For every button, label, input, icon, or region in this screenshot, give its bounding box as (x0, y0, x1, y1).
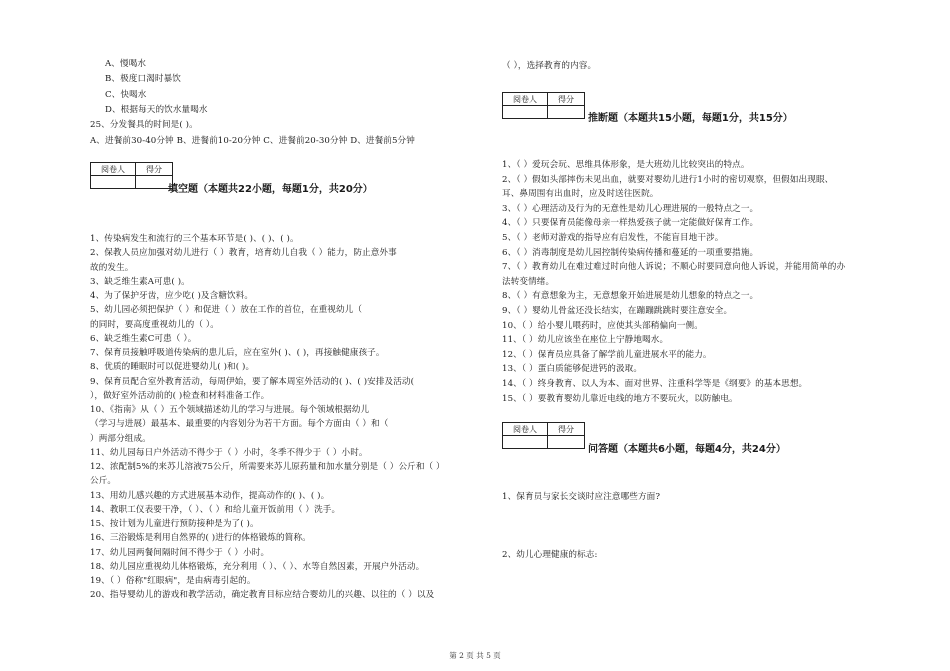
fill-blank-line: 17、幼儿园两餐间隔时间不得少于（ ）小时。 (90, 547, 270, 558)
judge-line: 法转变情绪。 (502, 276, 555, 287)
reviewer-label: 阅卷人 (503, 93, 548, 106)
reviewer-cell (91, 176, 136, 189)
fill-blank-line: 10、《指南》从（ ）五个领域描述幼儿的学习与进展。每个领域根据幼儿 (90, 405, 370, 415)
judge-line: 6、（ ）消毒制度是幼儿园控制传染病传播和蔓延的一项重要措施。 (502, 247, 759, 258)
fill-blank-line: 14、教职工仪表要干净，（ ）、（ ）和给儿童开饭前用（ ）洗手。 (90, 504, 341, 515)
option-line: B、极度口渴时暴饮 (105, 74, 181, 85)
score-label: 得分 (548, 93, 585, 106)
reviewer-label: 阅卷人 (503, 423, 548, 436)
score-cell (136, 176, 173, 189)
option-line: A、慢喝水 (105, 59, 147, 69)
judge-line: 13、（ ）蛋白质能够促进钙的汲取。 (502, 364, 643, 375)
fill-blank-line: 15、按计划为儿童进行预防接种是为了( )。 (90, 519, 259, 529)
fill-blank-line: 18、幼儿园应重视幼儿体格锻炼，充分利用（ ）、（ ）、水等自然因素，开展户外活动。 (90, 561, 425, 572)
judge-line: 2、（ ）假如头部摔伤未见出血，就要对婴幼儿进行1小时的密切观察，但假如出现眼、 (502, 174, 834, 185)
score-box-judge (502, 92, 585, 119)
fill-blank-line: 3、缺乏维生素A可患( )。 (90, 276, 190, 287)
fill-blank-line: 故的发生。 (90, 262, 134, 273)
reviewer-cell (503, 436, 548, 449)
fill-blank-line: 8、优质的睡眠时可以促进婴幼儿( )和( )。 (90, 362, 255, 373)
fill-blank-line: 19、（ ）俗称"红眼病"，是由病毒引起的。 (90, 576, 256, 586)
reviewer-label: 阅卷人 (91, 163, 136, 176)
option-line: C、快喝水 (105, 89, 147, 100)
judge-line: 8、（ ）有意想象为主，无意想象开始进展是幼儿想象的特点之一。 (502, 291, 759, 302)
judge-line: 14、（ ）终身教育、以人为本、面对世界、注重科学等是《纲要》的基本思想。 (502, 379, 808, 389)
fill-blank-line: 16、三浴锻炼是利用自然界的( )进行的体格锻炼的简称。 (90, 533, 311, 544)
score-label: 得分 (548, 423, 585, 436)
fill-blank-line: ）两部分组成。 (90, 433, 151, 444)
judge-line: 12、（ ）保育员应具备了解学前儿童进展水平的能力。 (502, 349, 712, 360)
option-line: D、根据每天的饮水量喝水 (105, 104, 208, 115)
fill-blank-line: 4、为了保护牙齿，应少吃( )及含糖饮料。 (90, 291, 254, 301)
judge-line: 7、（ ）教育幼儿在难过难过时向他人诉说；不顺心时要同意向他人诉说，并能用简单的办 (502, 262, 846, 273)
question-line: 25、分发餐具的时间是( )。 (90, 120, 198, 131)
fill-blank-line: 9、保育员配合室外教育活动，每周伊始，要了解本周室外活动的( )、( )安排及活动( (90, 376, 415, 387)
section-title-qa: 问答题（本题共6小题，每题4分，共24分） (588, 444, 786, 455)
score-box-fill-blank (90, 162, 173, 189)
fill-blank-line: （学习与进展）最基本、最重要的内容划分为若干方面。每个方面由（ ）和（ (90, 419, 389, 430)
judge-line: 11、（ ）幼儿应该坐在座位上宁静地喝水。 (502, 335, 669, 346)
score-box-qa (502, 422, 585, 449)
fill-blank-line: 的同时，要高度重视幼儿的（ ）。 (90, 319, 219, 330)
fill-blank-line: 13、用幼儿感兴趣的方式进展基本动作，提高动作的( )、( )。 (90, 490, 330, 501)
fill-blank-line: 20、指导婴幼儿的游戏和教学活动，确定教育目标应结合婴幼儿的兴趣、以往的（ ）以及 (90, 590, 435, 601)
question-line: A、进餐前30-40分钟 B、进餐前10-20分钟 C、进餐前20-30分钟 D、进餐前5分钟 (90, 135, 415, 146)
judge-line: 10、（ ）给小婴儿喂药时，应使其头部稍偏向一侧。 (502, 320, 703, 331)
fill-blank-line: 5、幼儿园必须把保护（ ）和促进（ ）放在工作的首位，在重视幼儿（ (90, 305, 363, 316)
fill-blank-line: 6、缺乏维生素C可患（ ）。 (90, 333, 197, 344)
score-cell (548, 106, 585, 119)
fill-blank-line: 1、传染病发生和流行的三个基本环节是( )、( )、( )。 (90, 234, 299, 244)
judge-line: 15、（ ）要教育婴幼儿靠近电线的地方不要玩火，以防触电。 (502, 393, 738, 404)
judge-line: 5、（ ）老师对游戏的指导应有启发性，不能盲目地干涉。 (502, 233, 724, 243)
fill-blank-line: 11、幼儿园每日户外活动不得少于（ ）小时，冬季不得少于（ ）小时。 (90, 447, 368, 458)
fill-blank-line: 2、保教人员应加强对幼儿进行（ ）教育，培育幼儿自我（ ）能力，防止意外事 (90, 248, 397, 259)
reviewer-cell (503, 106, 548, 119)
fill-blank-line: 公斤。 (90, 476, 117, 487)
judge-line: 4、（ ）只要保育员能像母亲一样热爱孩子就一定能做好保育工作。 (502, 218, 759, 229)
qa-item: 2、幼儿心理健康的标志: (502, 550, 598, 560)
judge-line: 1、（ ）爱玩会玩、思维具体形象，是大班幼儿比较突出的特点。 (502, 160, 750, 170)
fill-blank-line: ），做好室外活动前的( )检查和材料准备工作。 (90, 390, 270, 401)
judge-line: 9、（ ）婴幼儿骨盆还没长结实，在蹦蹦跳跳时要注意安全。 (502, 306, 733, 316)
fill-blank-line: 7、保育员接触呼吸道传染病的患儿后，应在室外( )、( )，再接触健康孩子。 (90, 348, 385, 358)
section-title-fill-blank: 填空题（本题共22小题，每题1分，共20分） (168, 184, 373, 195)
judge-line: 耳、鼻周围有出血时，应及时送往医院。 (502, 189, 659, 200)
score-cell (548, 436, 585, 449)
continued-line: （ ），选择教育的内容。 (502, 61, 597, 71)
page-footer: 第 2 页 共 5 页 (449, 651, 501, 660)
fill-blank-line: 12、浓配制5%的来苏儿溶液75公斤，所需要来苏儿原药量和加水量分别是（ ）公斤和（ ） (90, 462, 445, 472)
section-title-judge: 推断题（本题共15小题，每题1分，共15分） (588, 113, 793, 124)
score-label: 得分 (136, 163, 173, 176)
qa-item: 1、保育员与家长交谈时应注意哪些方面? (502, 492, 661, 502)
judge-line: 3、（ ）心理活动及行为的无意性是幼儿心理进展的一般特点之一。 (502, 203, 759, 214)
